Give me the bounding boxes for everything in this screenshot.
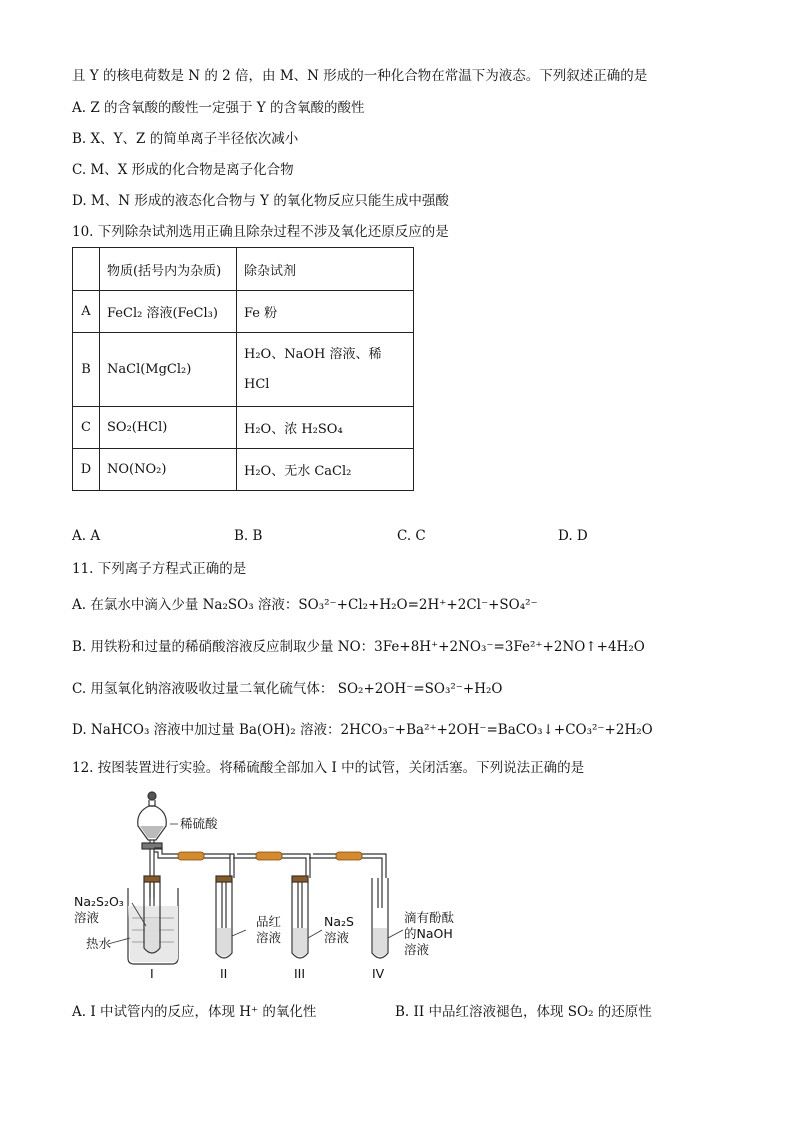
q10-answer-c: C. C [397,528,426,544]
row-substance: SO₂(HCl) [100,407,237,449]
test-tube-II [216,876,232,958]
row-reagent: H₂O、NaOH 溶液、稀 HCl [237,333,414,407]
label-sodium-thiosulfate-solution: 溶液 [74,910,100,925]
q10-answer-d: D. D [558,528,588,544]
q11-option-a: A. 在氯水中滴入少量 Na₂SO₃ 溶液：SO₃²⁻+Cl₂+H₂O=2H⁺+2Cl⁻+SO₄²⁻ [72,597,538,613]
label-dilute-sulfuric-acid: 稀硫酸 [180,816,218,831]
label-sodium-thiosulfate: Na₂S₂O₃ [74,894,124,909]
label-tube-II: II [220,966,228,981]
label-hot-water: 热水 [86,936,112,951]
label-naoh-solution: 溶液 [404,942,430,957]
q10-stem: 10. 下列除杂试剂选用正确且除杂过程不涉及氧化还原反应的是 [72,224,449,240]
q9-stem-tail: 且 Y 的核电荷数是 N 的 2 倍，由 M、N 形成的一种化合物在常温下为液态。下列叙述正确的是 [72,68,648,84]
q12-option-a: A. I 中试管内的反应，体现 H⁺ 的氧化性 [72,1004,317,1020]
table-row [73,407,414,449]
label-phenolphthalein: 滴有酚酞 [404,910,455,925]
q12-apparatus-diagram [70,788,670,988]
label-sodium-sulfide: Na₂S [324,914,354,929]
rubber-connectors [178,852,362,860]
table-row [73,291,414,333]
q12-stem: 12. 按图装置进行实验。将稀硫酸全部加入 I 中的试管，关闭活塞。下列说法正确的是 [72,760,585,776]
q9-option-b: B. X、Y、Z 的简单离子半径依次减小 [72,131,299,147]
table-header-reagent: 除杂试剂 [237,248,414,291]
label-tube-III: III [294,966,306,981]
q11-option-d: D. NaHCO₃ 溶液中加过量 Ba(OH)₂ 溶液：2HCO₃⁻+Ba²⁺+2OH⁻=BaCO₃↓+CO₃²⁻+2H₂O [72,722,653,738]
label-tube-IV: IV [372,966,385,981]
label-magenta: 品红 [256,914,282,929]
q10-answer-a: A. A [72,528,101,544]
row-key: A [73,291,100,333]
table-row [73,449,414,491]
q9-option-d: D. M、N 形成的液态化合物与 Y 的氧化物反应只能生成中强酸 [72,193,449,209]
row-substance: FeCl₂ 溶液(FeCl₃) [100,291,237,333]
row-substance: NO(NO₂) [100,449,237,491]
row-reagent: H₂O、浓 H₂SO₄ [237,407,414,449]
table-row [73,333,414,407]
row-key: B [73,333,100,407]
table-header-key [73,248,100,291]
row-key: D [73,449,100,491]
q11-option-c: C. 用氢氧化钠溶液吸收过量二氧化硫气体： SO₂+2OH⁻=SO₃²⁻+H₂O [72,681,503,697]
table-header-row [73,248,414,291]
test-tube-IV [372,878,388,958]
row-reagent: Fe 粉 [237,291,414,333]
label-naoh: 的NaOH [404,926,453,941]
q9-option-c: C. M、X 形成的化合物是离子化合物 [72,162,294,178]
row-reagent: H₂O、无水 CaCl₂ [237,449,414,491]
row-key: C [73,407,100,449]
q12-option-b: B. II 中品红溶液褪色，体现 SO₂ 的还原性 [395,1004,652,1020]
q10-table [72,247,414,491]
q10-answer-b: B. B [234,528,263,544]
q11-stem: 11. 下列离子方程式正确的是 [72,561,247,577]
q11-option-b: B. 用铁粉和过量的稀硝酸溶液反应制取少量 NO：3Fe+8H⁺+2NO₃⁻=3Fe²⁺+2NO↑+4H₂O [72,639,645,655]
q9-option-a: A. Z 的含氧酸的酸性一定强于 Y 的含氧酸的酸性 [72,100,365,116]
label-sodium-sulfide-solution: 溶液 [324,930,350,945]
label-magenta-solution: 溶液 [256,930,282,945]
row-substance: NaCl(MgCl₂) [100,333,237,407]
label-tube-I: I [150,966,154,981]
test-tube-III [292,876,308,958]
table-header-substance: 物质(括号内为杂质) [100,248,237,291]
